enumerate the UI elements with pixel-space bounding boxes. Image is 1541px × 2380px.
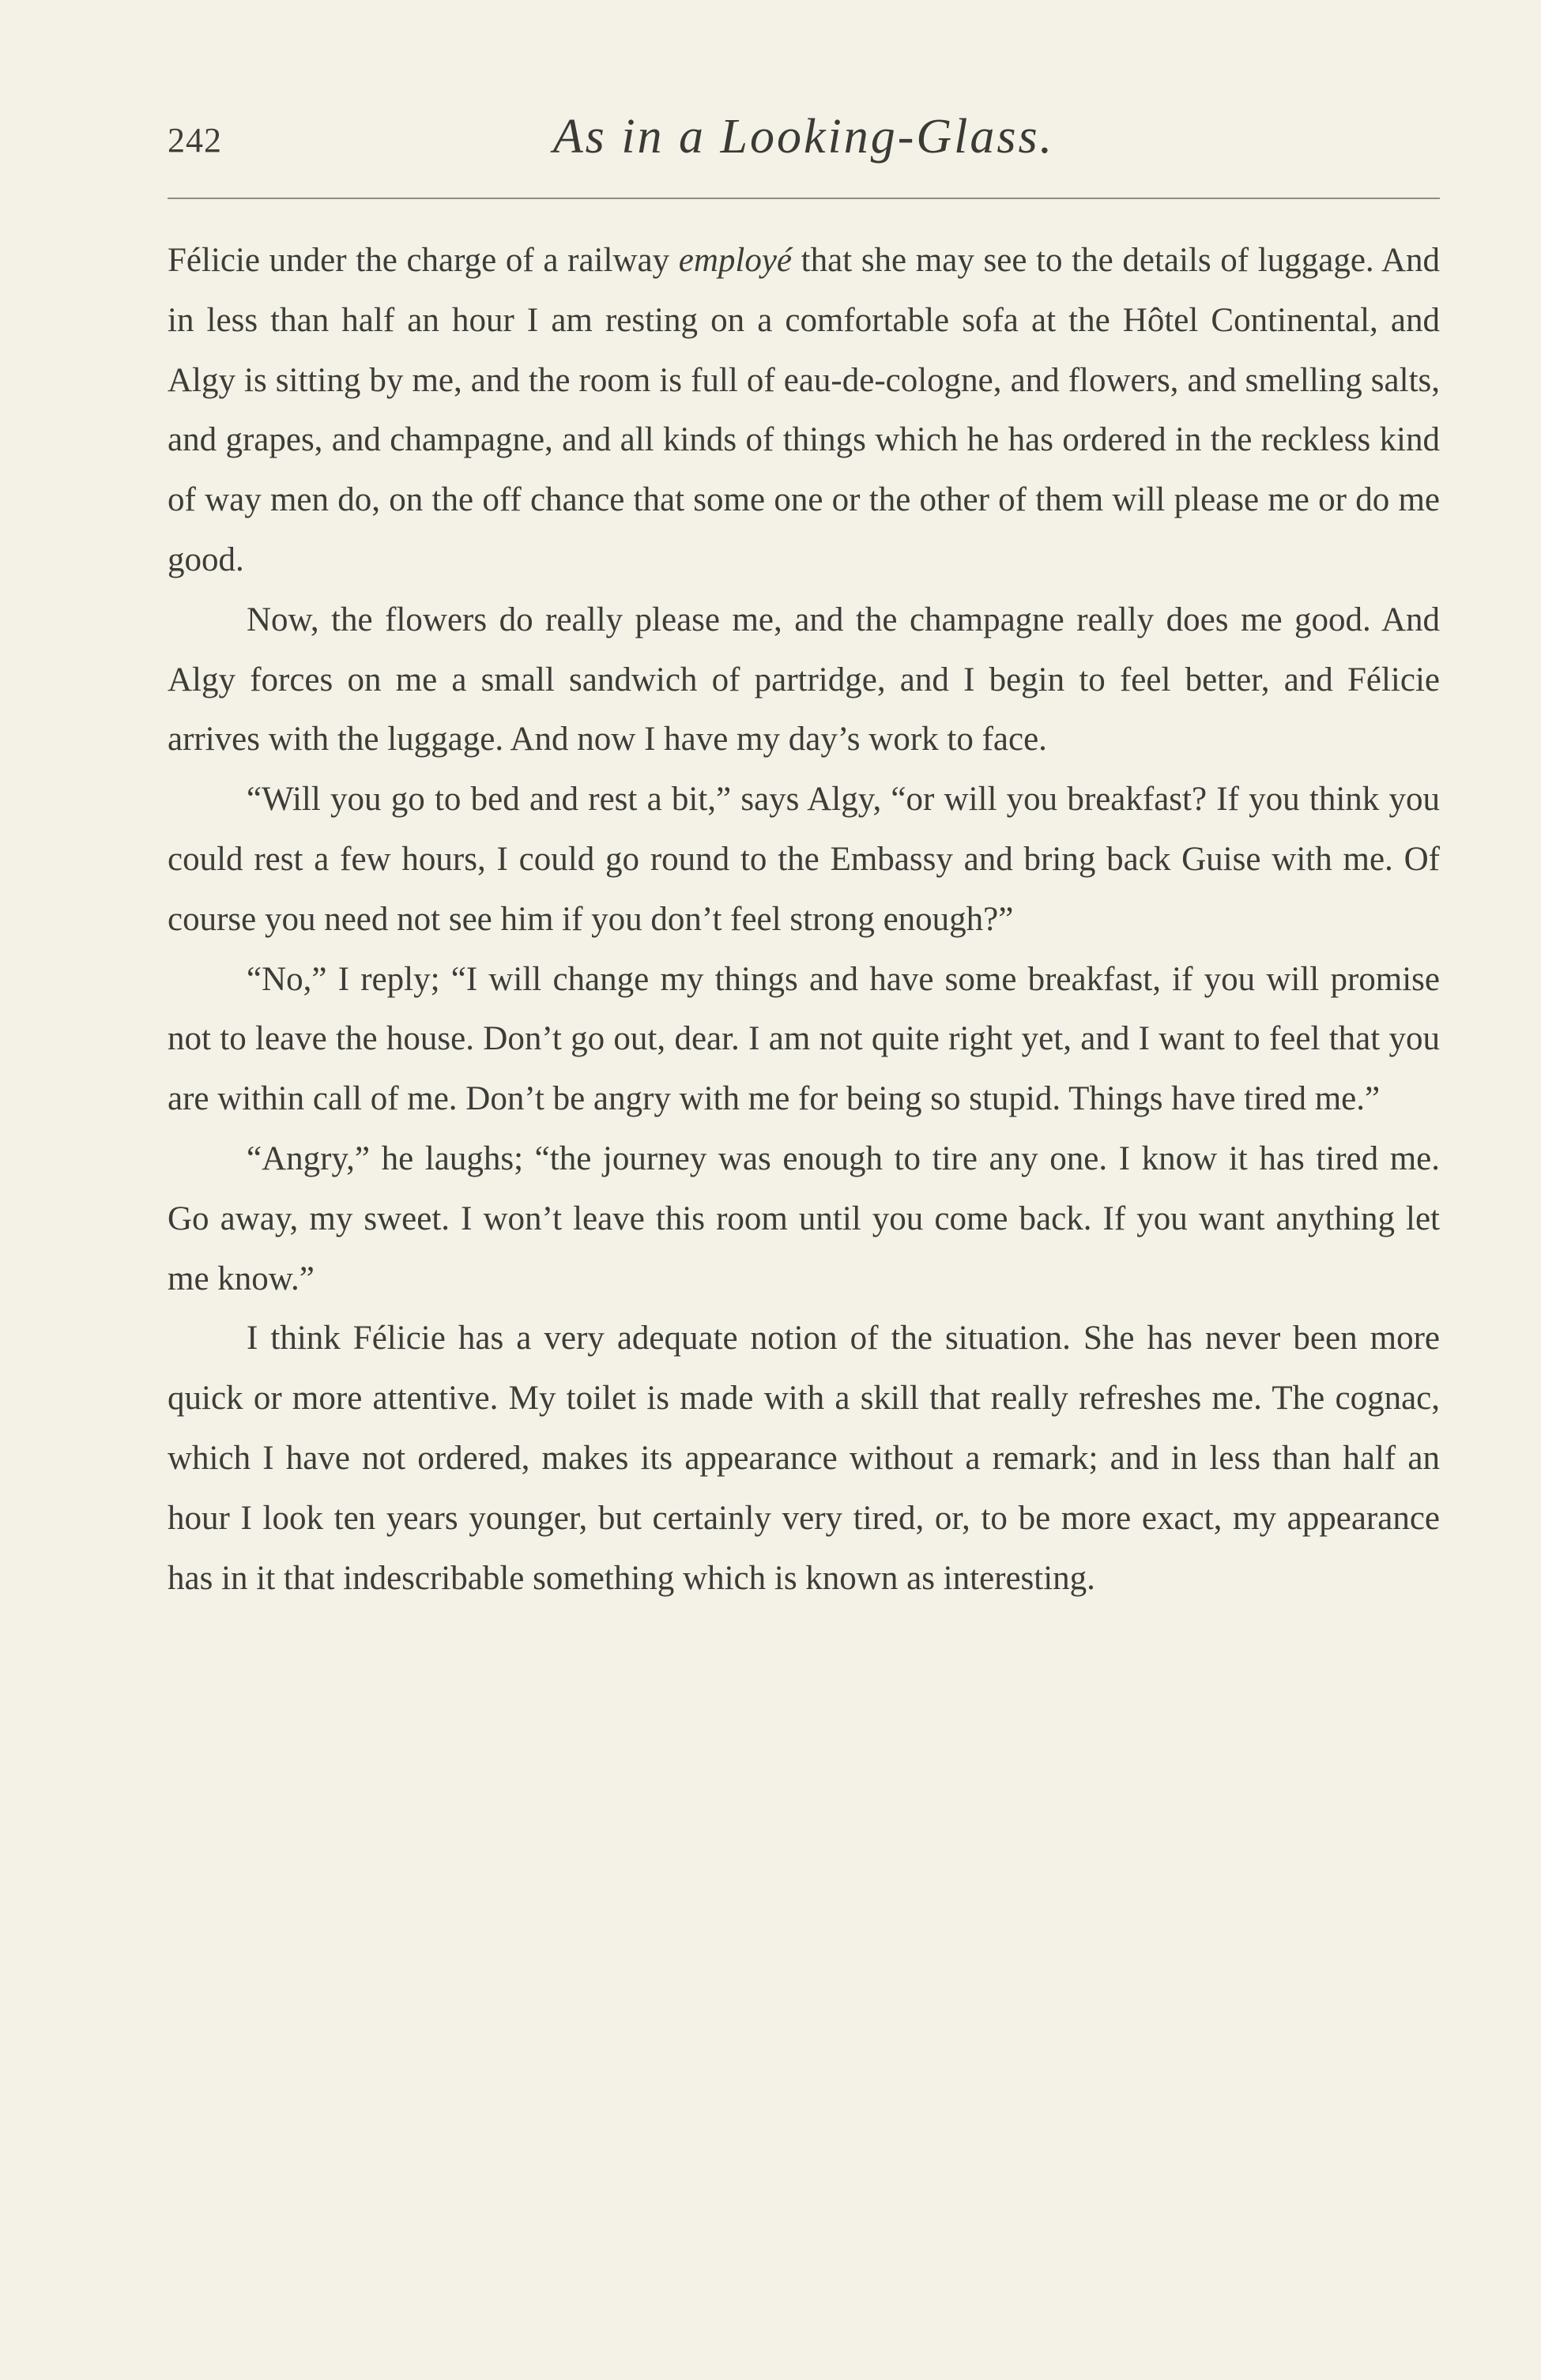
header-rule — [168, 198, 1440, 199]
body-text — [168, 231, 1440, 1608]
paragraph-text: that she may see to the details of luggage. And in less than half an hour I am resting on a comfortable sofa at the Hôtel Continental, and Algy is sitting by me, and the room is full of eau-de-cologne, and flowers, and smelling salts, and grapes, and champagne, and all kinds of things which he has ordered in the reckless kind of way men do, on the off chance that some one or the other of them will please me or do me good. — [168, 242, 1440, 578]
page-number: 242 — [168, 121, 222, 160]
paragraph: I think Félicie has a very adequate notion of the situation. She has never been more quick or more attentive. My toilet is made with a skill that really refreshes me. The cognac, which I have not ordered, makes its appearance without a remark; and in less than half an hour I look ten years younger, but certainly very tired, or, to be more exact, my appearance has in it that indescribable something which is known as interesting. — [168, 1320, 1440, 1597]
paragraph: “No,” I reply; “I will change my things and have some breakfast, if you will promise not to leave the house. Don’t go out, dear. I am not quite right yet, and I want to feel that you are within call of me. Don’t be angry with me for being so stupid. Things have tired me.” — [168, 960, 1440, 1118]
paragraph: “Angry,” he laughs; “the journey was enough to tire any one. I know it has tired me. Go away, my sweet. I won’t leave this room until you come back. If you want anything let me know.” — [168, 1139, 1440, 1297]
paragraph-text: Félicie under the charge of a railway — [168, 242, 679, 279]
page-header — [168, 109, 1440, 180]
paragraph: “Will you go to bed and rest a bit,” says Algy, “or will you breakfast? If you think you could rest a few hours, I could go round to the Embassy and bring back Guise with me. Of course you need not see him if you don’t feel strong enough?” — [168, 781, 1440, 938]
paragraph — [168, 231, 1440, 590]
paragraph: Now, the flowers do really please me, and the champagne really does me good. And Algy forces on me a small sandwich of partridge, and I begin to feel better, and Félicie arrives with the luggage. And now I have my day’s work to face. — [168, 601, 1440, 759]
italic-word: employé — [678, 242, 793, 279]
running-title: As in a Looking-Glass. — [552, 110, 1055, 164]
